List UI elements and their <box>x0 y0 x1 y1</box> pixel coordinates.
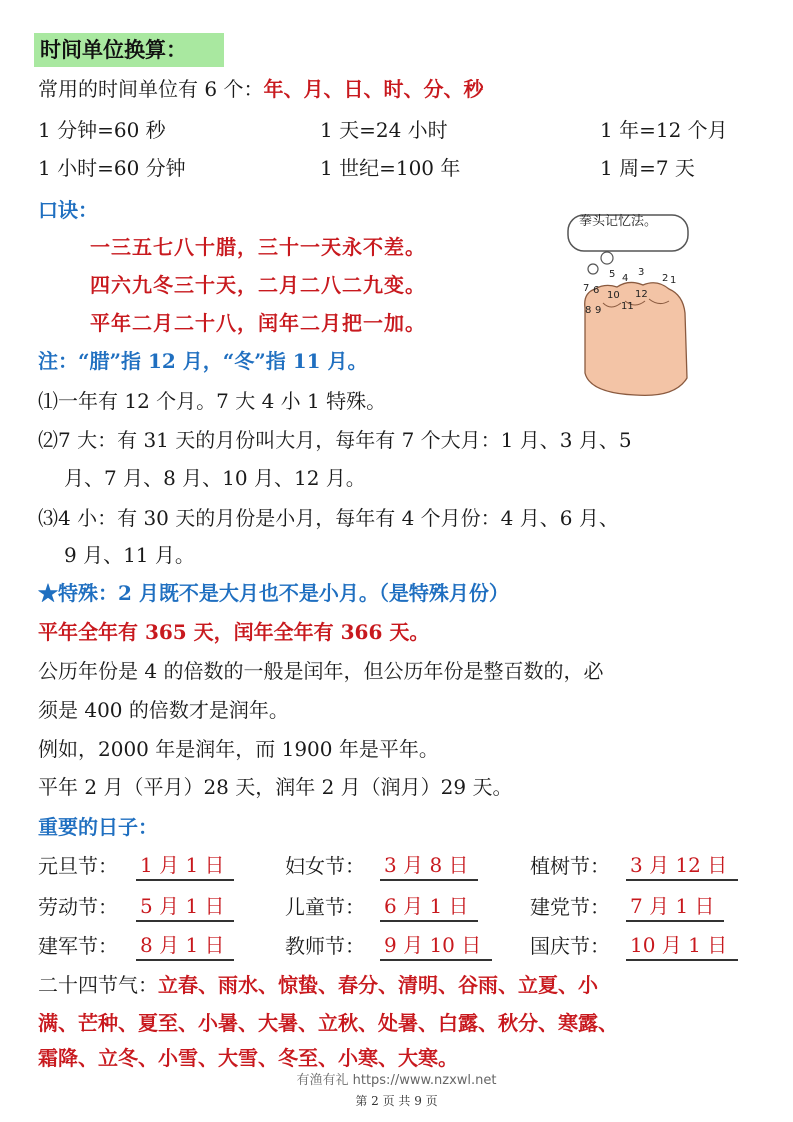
festival-date: 3 月 8 日 <box>380 851 478 881</box>
conversion-item: 1 分钟=60 秒 <box>38 118 166 142</box>
conversion-item: 1 世纪=100 年 <box>320 156 461 180</box>
festival-label: 劳动节： <box>38 895 118 919</box>
solar-terms-text: 立春、雨水、惊蛰、春分、清明、谷雨、立夏、小 <box>158 973 598 997</box>
festival-label: 国庆节： <box>530 934 610 958</box>
festival-label: 教师节： <box>285 934 365 958</box>
festival-label: 儿童节： <box>285 895 365 919</box>
fist-number: 8 <box>585 305 592 316</box>
solar-terms-prefix: 二十四节气： <box>38 973 158 997</box>
festival-date: 7 月 1 日 <box>626 892 724 922</box>
fist-number: 4 <box>622 273 629 284</box>
fist-number: 11 <box>621 301 634 312</box>
conversion-item: 1 小时=60 分钟 <box>38 156 186 180</box>
festival-date: 6 月 1 日 <box>380 892 478 922</box>
mnemonic-heading: 口诀： <box>38 198 98 222</box>
festival-label: 植树节： <box>530 854 610 878</box>
solar-terms-line <box>38 970 598 1000</box>
festival-label: 元旦节： <box>38 854 118 878</box>
leap-rule: 公历年份是 4 的倍数的一般是闰年，但公历年份是整百数的，必 <box>38 659 604 683</box>
important-heading: 重要的日子： <box>38 815 158 839</box>
festival-date: 1 月 1 日 <box>136 851 234 881</box>
fist-caption: 拳头记忆法。 <box>579 214 658 229</box>
fist-number: 5 <box>609 269 616 280</box>
fist-number: 1 <box>670 275 677 286</box>
conversion-item: 1 天=24 小时 <box>320 118 448 142</box>
list-item: 9 月、11 月。 <box>64 543 195 567</box>
festival-label: 建军节： <box>38 934 118 958</box>
feb-days: 平年 2 月（平月）28 天，润年 2 月（润月）29 天。 <box>38 775 513 799</box>
fist-memory-illustration <box>565 213 690 398</box>
list-item: ⑵7 大：有 31 天的月份叫大月，每年有 7 个大月：1 月、3 月、5 <box>38 428 632 452</box>
conversion-item: 1 周=7 天 <box>600 156 695 180</box>
festival-date: 10 月 1 日 <box>626 931 738 961</box>
festival-date: 9 月 10 日 <box>380 931 492 961</box>
mnemonic-line: 四六九冬三十天，二月二八二九变。 <box>90 273 426 297</box>
fist-number: 3 <box>638 267 645 278</box>
fist-number: 6 <box>593 285 600 296</box>
units-list: 年、月、日、时、分、秒 <box>263 77 484 101</box>
fist-number: 12 <box>635 289 648 300</box>
fist-number: 2 <box>662 273 669 284</box>
list-item: ⑶4 小：有 30 天的月份是小月，每年有 4 个月份：4 月、6 月、 <box>38 506 619 530</box>
units-intro <box>38 74 483 104</box>
year-days: 平年全年有 365 天，闰年全年有 366 天。 <box>38 620 430 644</box>
conversion-item: 1 年=12 个月 <box>600 118 728 142</box>
special-note: ★特殊：2 月既不是大月也不是小月。（是特殊月份） <box>38 581 509 605</box>
leap-rule: 须是 400 的倍数才是润年。 <box>38 698 289 722</box>
footer-watermark: 有渔有礼 https://www.nzxwl.net <box>296 1073 497 1088</box>
example: 例如，2000 年是润年，而 1900 年是平年。 <box>38 737 439 761</box>
units-intro-prefix: 常用的时间单位有 6 个： <box>38 77 264 101</box>
fist-number: 9 <box>595 305 602 316</box>
list-item: ⑴一年有 12 个月。7 大 4 小 1 特殊。 <box>38 389 387 413</box>
fist-number: 10 <box>607 290 620 301</box>
note: 注：“腊”指 12 月，“冬”指 11 月。 <box>38 349 368 373</box>
festival-label: 建党节： <box>530 895 610 919</box>
list-item: 月、7 月、8 月、10 月、12 月。 <box>64 466 366 490</box>
festival-date: 8 月 1 日 <box>136 931 234 961</box>
festival-date: 5 月 1 日 <box>136 892 234 922</box>
mnemonic-line: 平年二月二十八，闰年二月把一加。 <box>90 311 426 335</box>
festival-date: 3 月 12 日 <box>626 851 738 881</box>
mnemonic-line: 一三五七八十腊，三十一天永不差。 <box>90 235 426 259</box>
festival-label: 妇女节： <box>285 854 365 878</box>
page-number: 第 2 页 共 9 页 <box>355 1094 438 1108</box>
page-title: 时间单位换算： <box>40 37 187 62</box>
solar-terms-text: 霜降、立冬、小雪、大雪、冬至、小寒、大寒。 <box>38 1046 458 1070</box>
fist-number: 7 <box>583 283 590 294</box>
solar-terms-text: 满、芒种、夏至、小暑、大暑、立秋、处暑、白露、秋分、寒露、 <box>38 1011 618 1035</box>
